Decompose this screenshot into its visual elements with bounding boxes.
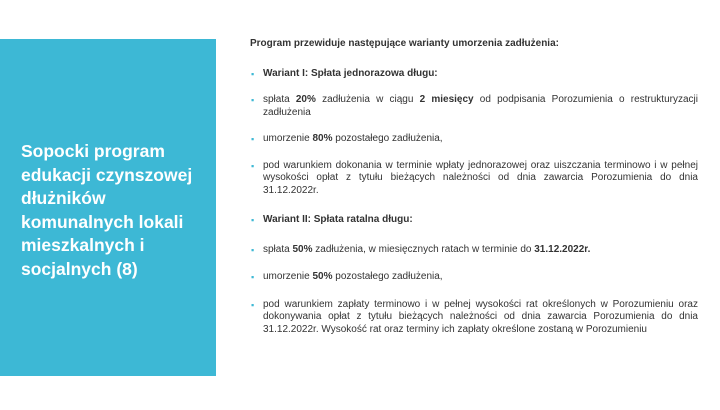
variant1-item-condition	[250, 160, 698, 198]
dot-bullet-icon: ▪	[251, 68, 255, 79]
variant-list	[250, 68, 698, 337]
variant2-item-writeoff	[250, 271, 698, 284]
text-part: pozostałego zadłużenia,	[332, 271, 443, 282]
slide-content	[250, 38, 698, 336]
text-part: zadłużenia, w miesięcznych ratach w terminie do	[312, 243, 535, 255]
text-part: zadłużenia w ciągu	[315, 94, 420, 105]
dot-bullet-icon: ▪	[251, 134, 255, 144]
variant1-item-writeoff	[250, 133, 698, 146]
variant2-item-condition	[250, 299, 698, 337]
highlight-date: 31.12.2022r.	[534, 243, 591, 255]
variant1-heading-text: Wariant I: Spłata jednorazowa długu:	[263, 67, 438, 79]
variant1-item-payment	[250, 94, 698, 119]
text-part: umorzenie	[263, 133, 313, 144]
highlight-percent: 80%	[312, 133, 333, 144]
intro-text: Program przewiduje następujące warianty umorzenia zadłużenia:	[250, 38, 559, 49]
variant2-heading	[250, 214, 698, 227]
dot-bullet-icon: ▪	[251, 215, 255, 225]
text-part: pozostałego zadłużenia,	[332, 133, 443, 144]
text-part: spłata	[263, 243, 293, 255]
dot-bullet-icon: ▪	[251, 272, 255, 282]
text-part: umorzenie	[263, 271, 313, 282]
dot-bullet-icon: ▪	[251, 244, 255, 255]
slide-title: Sopocki program edukacji czynszowej dłużników komunalnych lokali mieszkalnych i socjalnych (8)	[21, 141, 193, 279]
variant1-heading	[250, 68, 698, 81]
highlight-percent: 50%	[312, 271, 333, 282]
dot-bullet-icon: ▪	[251, 160, 255, 171]
condition-text: pod warunkiem zapłaty terminowo i w pełnej wysokości rat określonych w Porozumieniu oraz dokonywania opłat z tytułu bieżących należności od dnia zawarcia Porozumienia do dnia 31.12.2022r. Wysokość rat oraz terminy ich zapłaty określone zostaną w Porozumieniu	[263, 298, 698, 335]
highlight-percent: 20%	[295, 94, 316, 105]
variant2-heading-text: Wariant II: Spłata ratalna długu:	[263, 214, 413, 225]
highlight-percent: 50%	[292, 243, 313, 255]
highlight-period: 2 miesięcy	[419, 94, 474, 105]
text-part: spłata	[263, 94, 296, 105]
text-part: od podpisania Porozumienia o restrukturyzacji zadłużenia	[263, 94, 698, 118]
condition-text: pod warunkiem dokonania w terminie wpłaty jednorazowej oraz uiszczania terminowo i w pełnej wysokości opłat z tytułu bieżących należności od dnia zawarcia Porozumienia do dnia 31.12.2022r.	[263, 159, 698, 196]
variant2-item-payment	[250, 244, 698, 257]
dot-bullet-icon: ▪	[251, 95, 255, 105]
dot-bullet-icon: ▪	[251, 299, 255, 310]
